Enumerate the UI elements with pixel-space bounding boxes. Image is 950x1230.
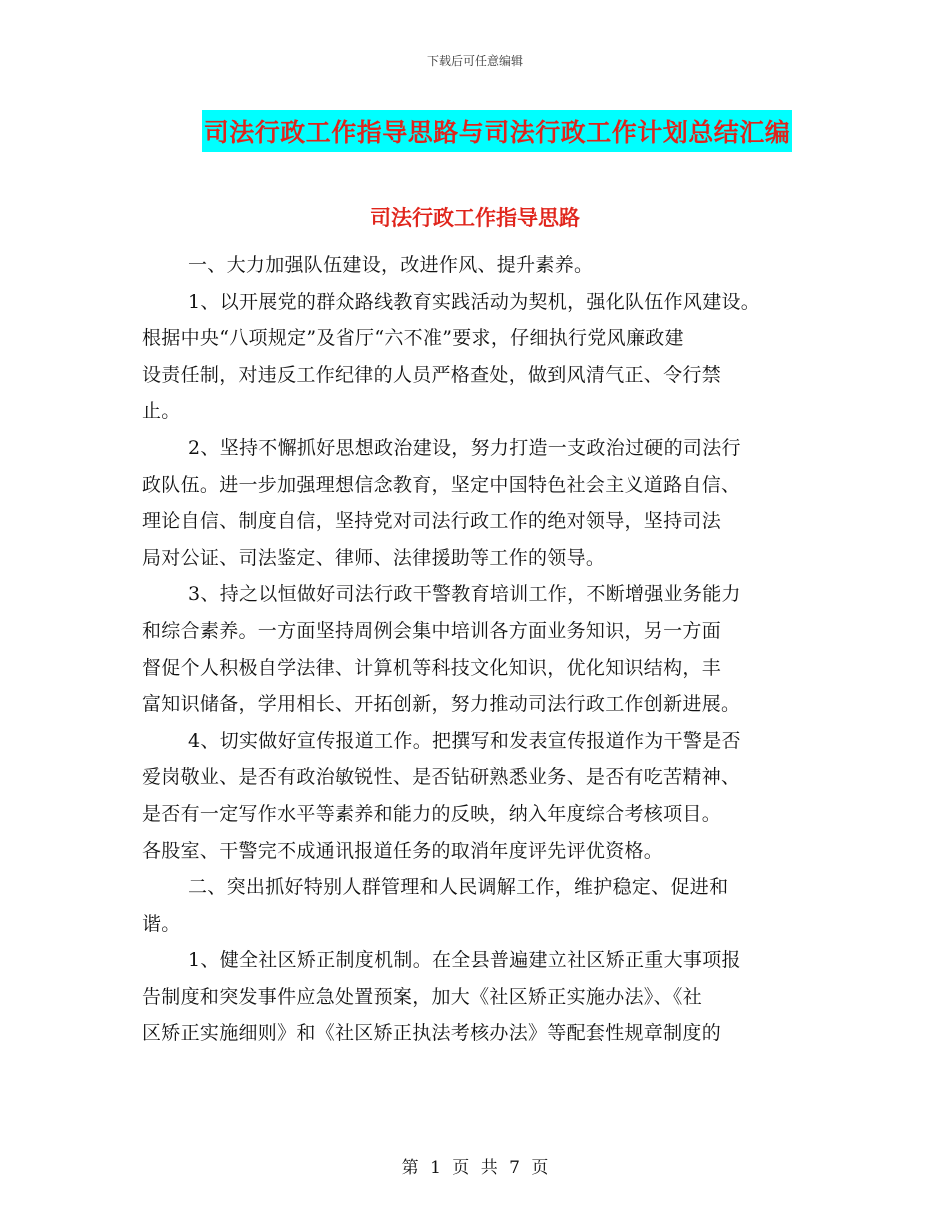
page-header-note: 下载后可任意编辑	[426, 54, 523, 68]
body-line: 督促个人积极自学法律、计算机等科技文化知识，优化知识结构，丰	[142, 656, 722, 679]
document-body	[142, 247, 812, 1052]
body-line: 2、坚持不懈抓好思想政治建设，努力打造一支政治过硬的司法行	[188, 436, 741, 459]
body-line: 谐。	[142, 912, 181, 935]
body-line: 富知识储备，学用相长、开拓创新，努力推动司法行政工作创新进展。	[142, 693, 741, 716]
body-line: 理论自信、制度自信，坚持党对司法行政工作的绝对领导，坚持司法	[142, 510, 722, 533]
footer-label-total: 共	[480, 1158, 498, 1178]
page-footer	[0, 1153, 950, 1178]
body-line: 3、持之以恒做好司法行政干警教育培训工作，不断增强业务能力	[188, 583, 741, 606]
section-title: 司法行政工作指导思路	[370, 206, 580, 230]
body-line: 1、以开展党的群众路线教育实践活动为契机，强化队伍作风建设。	[188, 290, 761, 313]
body-line: 根据中央“八项规定”及省厅“六不准”要求，仔细执行党风廉政建	[142, 327, 684, 350]
body-line: 止。	[142, 400, 181, 423]
body-line: 区矫正实施细则》和《社区矫正执法考核办法》等配套性规章制度的	[142, 1022, 722, 1045]
body-line: 设责任制，对违反工作纪律的人员严格查处，做到风清气正、令行禁	[142, 363, 722, 386]
footer-total-pages: 7	[509, 1158, 520, 1178]
body-line: 告制度和突发事件应急处置预案，加大《社区矫正实施办法》、《社	[142, 985, 703, 1008]
body-line: 爱岗敬业、是否有政治敏锐性、是否钻研熟悉业务、是否有吃苦精神、	[142, 766, 741, 789]
body-line: 局对公证、司法鉴定、律师、法律援助等工作的领导。	[142, 546, 606, 569]
body-line: 和综合素养。一方面坚持周例会集中培训各方面业务知识，另一方面	[142, 619, 722, 642]
body-line: 一、大力加强队伍建设，改进作风、提升素养。	[188, 254, 594, 276]
body-line: 二、突出抓好特别人群管理和人民调解工作，维护稳定、促进和	[188, 876, 729, 899]
document-title: 司法行政工作指导思路与司法行政工作计划总结汇编	[202, 110, 793, 152]
body-line: 是否有一定写作水平等素养和能力的反映，纳入年度综合考核项目。	[142, 802, 722, 825]
body-line: 各股室、干警完不成通讯报道任务的取消年度评先评优资格。	[142, 839, 664, 862]
document-title-container	[0, 110, 950, 152]
body-line: 4、切实做好宣传报道工作。把撰写和发表宣传报道作为干警是否	[188, 729, 741, 752]
footer-label-unit2: 页	[531, 1158, 549, 1178]
footer-current-page: 1	[430, 1158, 441, 1178]
footer-label-page: 第	[401, 1158, 419, 1178]
body-line: 1、健全社区矫正制度机制。在全县普遍建立社区矫正重大事项报	[188, 949, 741, 972]
body-line: 政队伍。进一步加强理想信念教育，坚定中国特色社会主义道路自信、	[142, 473, 741, 496]
footer-label-unit: 页	[452, 1158, 470, 1178]
